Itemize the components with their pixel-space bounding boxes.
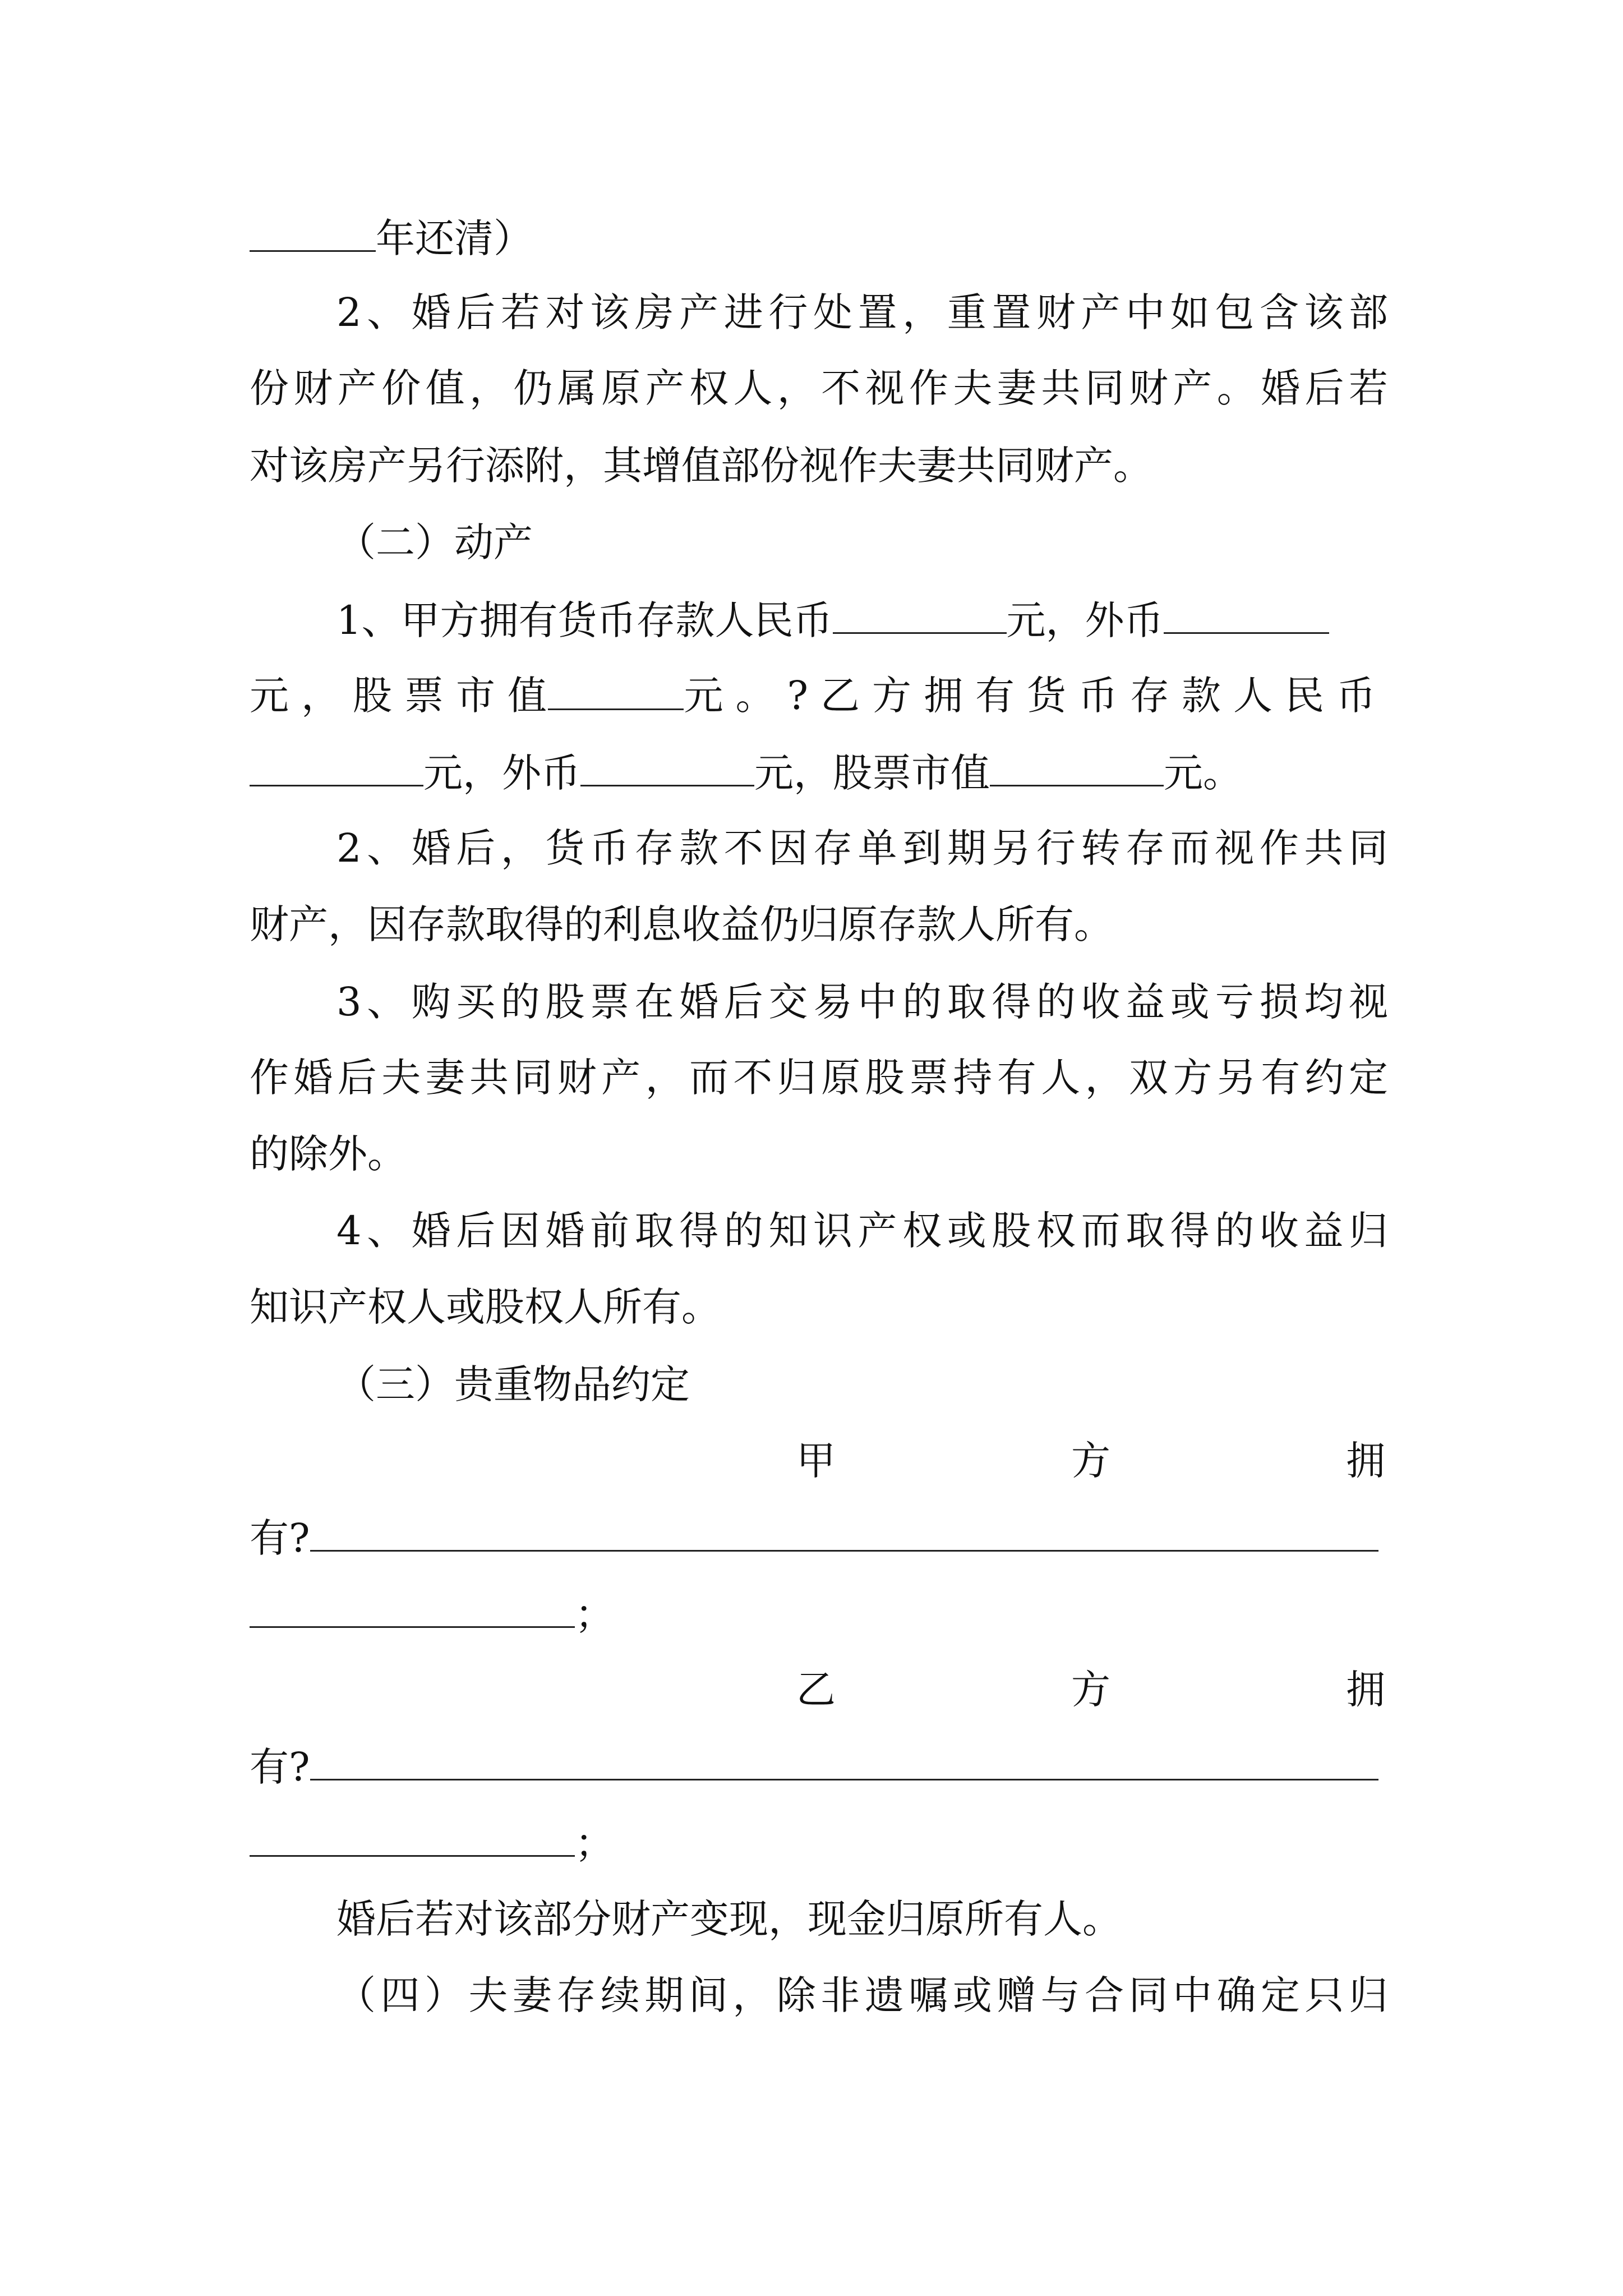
- text-span: 元，外币: [1006, 597, 1164, 643]
- paragraph-line: 作婚后夫妻共同财产，而不归原股票持有人，双方另有约定: [250, 1055, 1388, 1101]
- text-span: 元。?乙方拥有货币存款人民币: [684, 673, 1388, 719]
- text-span: 有?: [250, 1744, 310, 1790]
- fill-blank: [250, 212, 376, 252]
- text-line: [250, 670, 1388, 721]
- text-span: 元，股票市值: [250, 673, 559, 719]
- fill-blank: [990, 747, 1164, 786]
- paragraph-line: （四）夫妻存续期间，除非遗嘱或赠与合同中确定只归: [336, 1972, 1388, 2018]
- text-span: 元。: [1164, 750, 1242, 796]
- text-line: [250, 1817, 1388, 1869]
- section-heading: （二）动产: [336, 519, 533, 565]
- fill-blank: [310, 1741, 1378, 1780]
- text-line: [250, 1741, 1388, 1792]
- fill-blank: [833, 594, 1007, 634]
- text-line: [250, 1512, 1388, 1563]
- fill-blank: [1164, 594, 1329, 634]
- text-line: [796, 1435, 1385, 1486]
- paragraph-line: 3、购买的股票在婚后交易中的取得的收益或亏损均视: [336, 979, 1388, 1025]
- text-span: 甲: [796, 1438, 836, 1484]
- text-line: [796, 1664, 1385, 1715]
- text-span: 拥: [1346, 1438, 1385, 1484]
- section-heading: （三）贵重物品约定: [336, 1361, 690, 1407]
- text-line: [250, 747, 1388, 798]
- fill-blank: [250, 747, 423, 786]
- paragraph-line: 对该房产另行添附，其增值部份视作夫妻共同财产。: [250, 443, 1152, 489]
- text-span: 方: [1071, 1438, 1110, 1484]
- paragraph-line: 2、婚后若对该房产进行处置，重置财产中如包含该部: [336, 289, 1388, 335]
- paragraph-line: 份财产价值，仍属原产权人，不视作夫妻共同财产。婚后若: [250, 365, 1388, 411]
- text-span: ；: [575, 1820, 614, 1866]
- text-span: 有?: [250, 1515, 310, 1561]
- text-span: 乙: [796, 1667, 836, 1713]
- paragraph-line: 2、婚后，货币存款不因存单到期另行转存而视作共同: [336, 825, 1388, 871]
- text-line: [250, 212, 1388, 264]
- paragraph-line: 的除外。: [250, 1131, 407, 1177]
- paragraph-line: 婚后若对该部分财产变现，现金归原所有人。: [336, 1896, 1122, 1942]
- text-span: 元，股票市值: [754, 750, 990, 796]
- text-span: 元，外币: [423, 750, 580, 796]
- paragraph-line: 财产，因存款取得的利息收益仍归原存款人所有。: [250, 901, 1113, 947]
- text-span: 方: [1071, 1667, 1110, 1713]
- text-span: 拥: [1346, 1667, 1385, 1713]
- fill-blank: [548, 670, 684, 710]
- text-line: [250, 1588, 1388, 1640]
- text-span: 1、甲方拥有货币存款人民币: [336, 597, 833, 643]
- fill-blank: [250, 1588, 575, 1628]
- paragraph-line: 知识产权人或股权人所有。: [250, 1284, 721, 1330]
- text-line: [336, 594, 1388, 646]
- text-span: ；: [575, 1591, 614, 1637]
- fill-blank: [580, 747, 754, 786]
- fill-blank: [310, 1512, 1378, 1552]
- fill-blank: [250, 1817, 575, 1857]
- paragraph-line: 4、婚后因婚前取得的知识产权或股权而取得的收益归: [336, 1208, 1388, 1254]
- text-span: 年还清）: [376, 215, 533, 261]
